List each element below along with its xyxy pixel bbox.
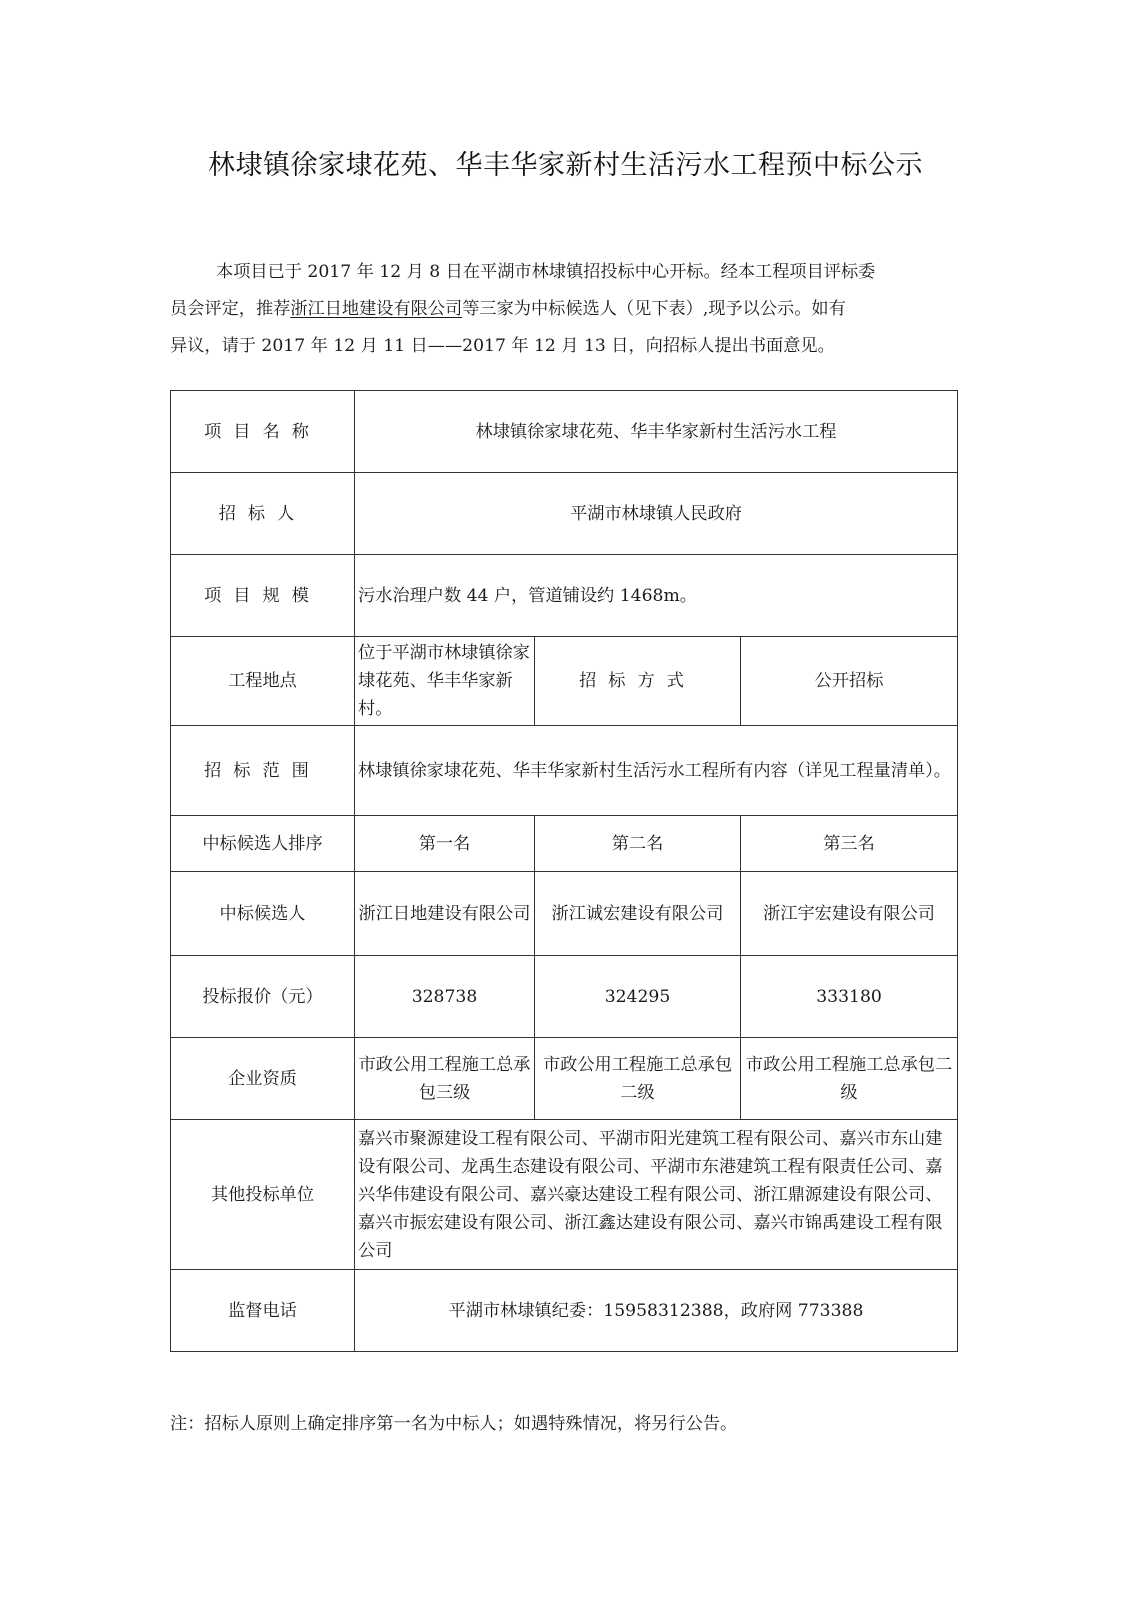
method-label: 招标方式: [535, 637, 741, 726]
table-row: [171, 1270, 958, 1352]
location-label: 工程地点: [171, 637, 355, 726]
qualification-1: 市政公用工程施工总承包三级: [355, 1038, 535, 1120]
intro-line-3: 异议，请于 2017 年 12 月 11 日——2017 年 12 月 13 日，向招标人提出书面意见。: [170, 336, 835, 356]
document-title: 林埭镇徐家埭花苑、华丰华家新村生活污水工程预中标公示: [208, 150, 923, 181]
price-3: 333180: [741, 956, 958, 1038]
bid-info-table: [170, 390, 958, 1352]
table-row: [171, 1038, 958, 1120]
intro-line-1: 本项目已于 2017 年 12 月 8 日在平湖市林埭镇招投标中心开标。经本工程项目评标委: [216, 262, 876, 282]
qualification-label: 企业资质: [171, 1038, 355, 1120]
phone-label: 监督电话: [171, 1270, 355, 1352]
project-name-value: 林埭镇徐家埭花苑、华丰华家新村生活污水工程: [355, 391, 958, 473]
method-value: 公开招标: [741, 637, 958, 726]
intro-line-2-pre: 员会评定，推荐: [170, 299, 291, 319]
price-1: 328738: [355, 956, 535, 1038]
tenderer-value: 平湖市林埭镇人民政府: [355, 473, 958, 555]
intro-line-2: [170, 291, 956, 328]
table-row: [171, 637, 958, 726]
scale-label: 项目规模: [171, 555, 355, 637]
table-row: [171, 726, 958, 816]
candidate-label: 中标候选人: [171, 872, 355, 956]
table-row: [171, 872, 958, 956]
candidate-2: 浙江诚宏建设有限公司: [535, 872, 741, 956]
qualification-3: 市政公用工程施工总承包二级: [741, 1038, 958, 1120]
tenderer-label: 招标人: [171, 473, 355, 555]
scope-label: 招标范围: [171, 726, 355, 816]
phone-value: 平湖市林埭镇纪委：15958312388，政府网 773388: [355, 1270, 958, 1352]
rank-3: 第三名: [741, 816, 958, 872]
recommended-company: 浙江日地建设有限公司: [290, 299, 463, 319]
scope-value: 林埭镇徐家埭花苑、华丰华家新村生活污水工程所有内容（详见工程量清单）。: [355, 726, 958, 816]
scale-value: 污水治理户数 44 户，管道铺设约 1468m。: [355, 555, 958, 637]
price-2: 324295: [535, 956, 741, 1038]
table-row: [171, 473, 958, 555]
candidate-3: 浙江宇宏建设有限公司: [741, 872, 958, 956]
candidate-1: 浙江日地建设有限公司: [355, 872, 535, 956]
price-label: 投标报价（元）: [171, 956, 355, 1038]
rank-label: 中标候选人排序: [171, 816, 355, 872]
table-row: [171, 816, 958, 872]
qualification-2: 市政公用工程施工总承包二级: [535, 1038, 741, 1120]
project-name-label: 项目名称: [171, 391, 355, 473]
others-value: 嘉兴市聚源建设工程有限公司、平湖市阳光建筑工程有限公司、嘉兴市东山建设有限公司、龙禹生态建设有限公司、平湖市东港建筑工程有限责任公司、嘉兴华伟建设有限公司、嘉兴豪达建设工程有限公司、浙江鼎源建设有限公司、嘉兴市振宏建设有限公司、浙江鑫达建设有限公司、嘉兴市锦禹建设工程有限公司: [355, 1120, 958, 1270]
rank-2: 第二名: [535, 816, 741, 872]
location-value: 位于平湖市林埭镇徐家埭花苑、华丰华家新村。: [355, 637, 535, 726]
table-row: [171, 956, 958, 1038]
table-row: [171, 1120, 958, 1270]
others-label: 其他投标单位: [171, 1120, 355, 1270]
table-row: [171, 555, 958, 637]
intro-line-2-post: 等三家为中标候选人（见下表）,现予以公示。如有: [462, 299, 846, 319]
rank-1: 第一名: [355, 816, 535, 872]
footnote: 注：招标人原则上确定排序第一名为中标人；如遇特殊情况，将另行公告。: [170, 1414, 738, 1434]
intro-paragraph: [170, 254, 956, 365]
table-row: [171, 391, 958, 473]
